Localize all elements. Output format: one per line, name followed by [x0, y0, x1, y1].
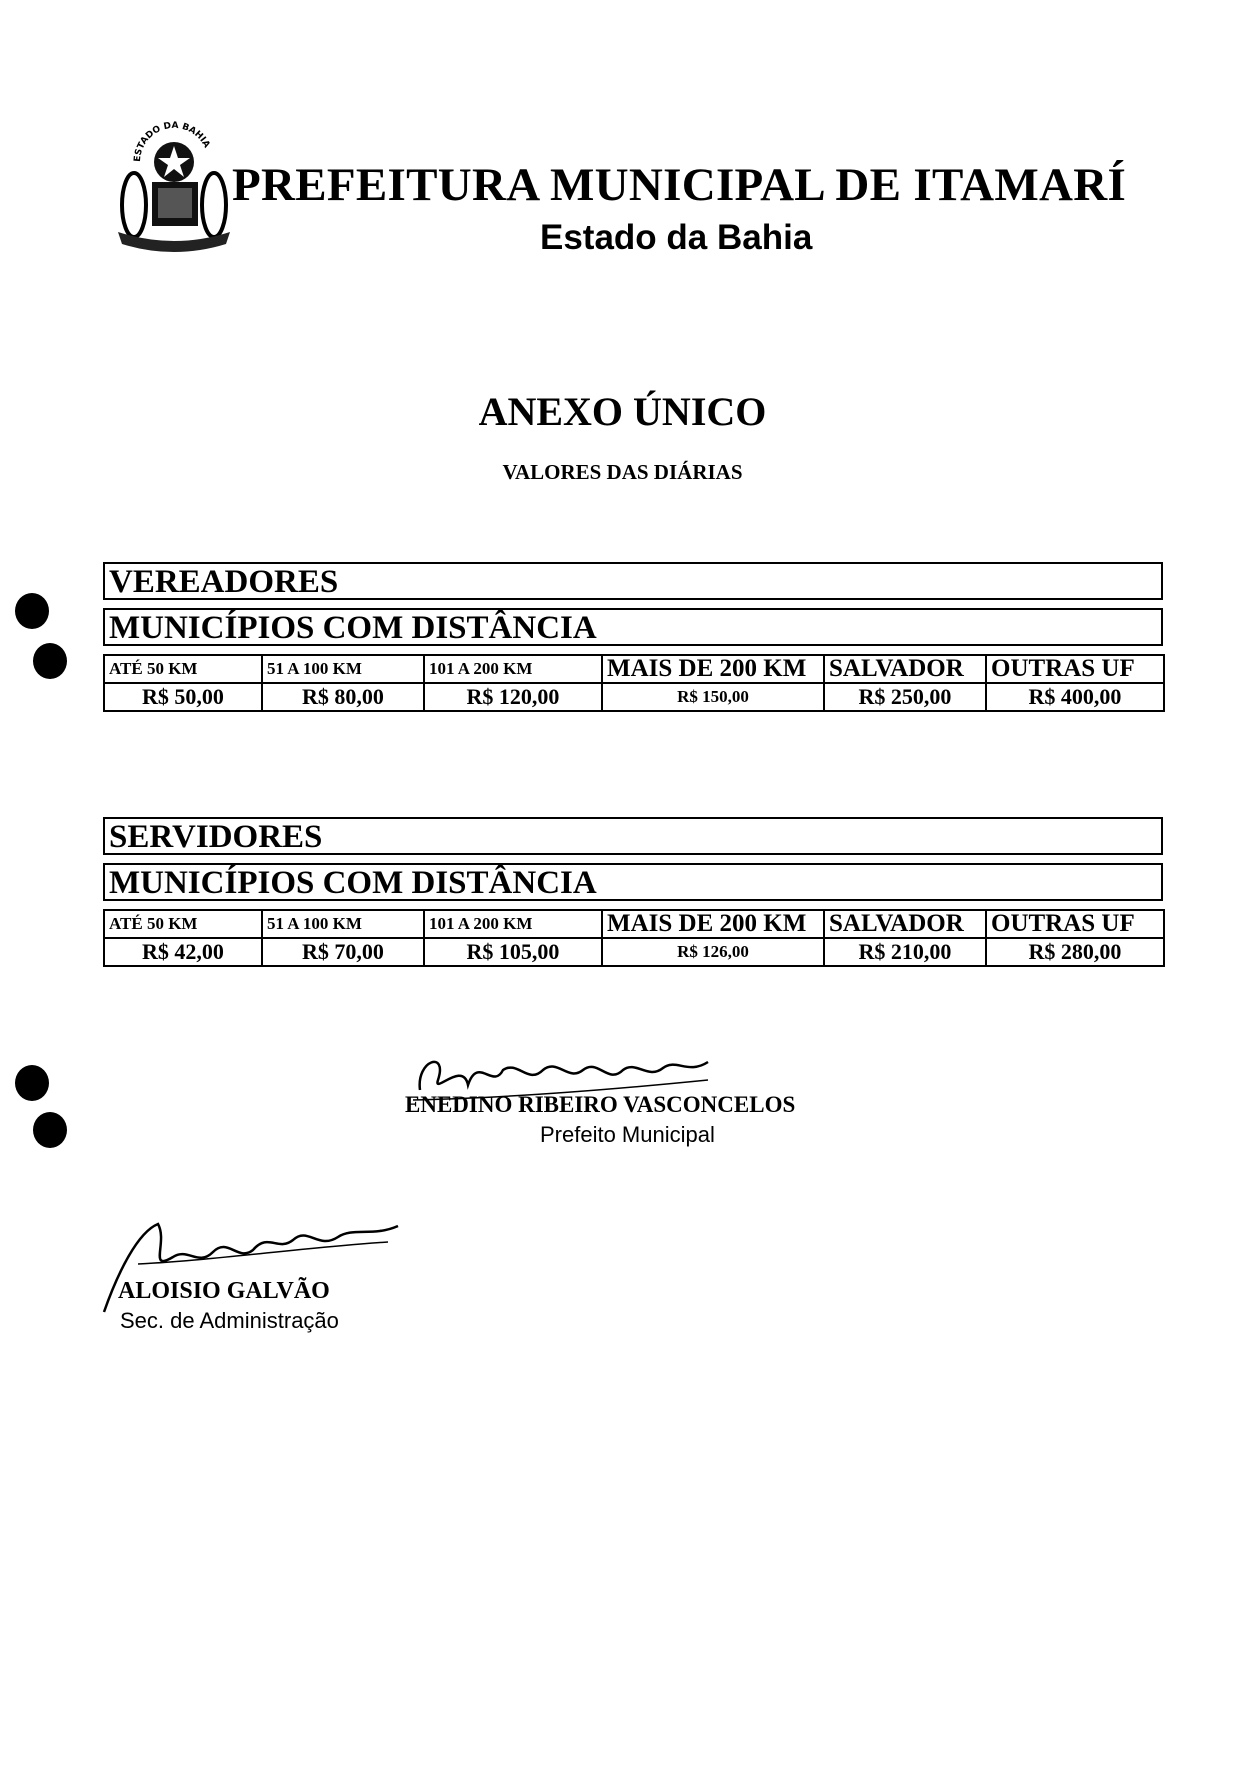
mayor-role: Prefeito Municipal	[540, 1122, 715, 1147]
header-cell: 101 A 200 KM	[424, 910, 602, 938]
header-cell: 51 A 100 KM	[262, 655, 424, 683]
servidores-table	[103, 817, 1163, 967]
value-cell: R$ 400,00	[986, 683, 1164, 711]
header-cell: MAIS DE 200 KM	[602, 910, 824, 938]
header-cell: OUTRAS UF	[986, 655, 1164, 683]
value-cell: R$ 126,00	[602, 938, 824, 966]
section-heading: SERVIDORES	[103, 817, 1163, 855]
header-cell: 101 A 200 KM	[424, 655, 602, 683]
header-cell: SALVADOR	[824, 655, 986, 683]
section-heading: VEREADORES	[103, 562, 1163, 600]
state-subtitle: Estado da Bahia	[540, 218, 813, 257]
value-cell: R$ 105,00	[424, 938, 602, 966]
table-row	[104, 683, 1164, 711]
secretary-signature-scribble	[98, 1212, 408, 1322]
table-row	[104, 938, 1164, 966]
value-cell: R$ 150,00	[602, 683, 824, 711]
vereadores-table	[103, 562, 1163, 712]
seal-text: ESTADO DA BAHIA	[132, 120, 212, 163]
table-header-row	[104, 910, 1164, 938]
punch-hole	[15, 1065, 49, 1101]
header-cell: ATÉ 50 KM	[104, 655, 262, 683]
subsection-heading: MUNICÍPIOS COM DISTÂNCIA	[103, 608, 1163, 646]
secretary-role: Sec. de Administração	[120, 1308, 339, 1333]
value-cell: R$ 70,00	[262, 938, 424, 966]
rates-table	[103, 909, 1165, 967]
value-cell: R$ 280,00	[986, 938, 1164, 966]
header-cell: SALVADOR	[824, 910, 986, 938]
value-cell: R$ 42,00	[104, 938, 262, 966]
header-cell: OUTRAS UF	[986, 910, 1164, 938]
header-cell: MAIS DE 200 KM	[602, 655, 824, 683]
subsection-heading: MUNICÍPIOS COM DISTÂNCIA	[103, 863, 1163, 901]
value-cell: R$ 120,00	[424, 683, 602, 711]
mayor-name: ENEDINO RIBEIRO VASCONCELOS	[405, 1092, 796, 1117]
rates-table	[103, 654, 1165, 712]
secretary-name: ALOISIO GALVÃO	[118, 1278, 330, 1304]
annex-title: ANEXO ÚNICO	[478, 389, 767, 434]
annex-subtitle: VALORES DAS DIÁRIAS	[502, 460, 743, 484]
header-cell: ATÉ 50 KM	[104, 910, 262, 938]
value-cell: R$ 80,00	[262, 683, 424, 711]
value-cell: R$ 250,00	[824, 683, 986, 711]
coat-of-arms-seal	[112, 110, 232, 260]
punch-hole	[33, 643, 67, 679]
punch-hole	[15, 593, 49, 629]
header-cell: 51 A 100 KM	[262, 910, 424, 938]
value-cell: R$ 50,00	[104, 683, 262, 711]
value-cell: R$ 210,00	[824, 938, 986, 966]
punch-hole	[33, 1112, 67, 1148]
table-header-row	[104, 655, 1164, 683]
municipality-title: PREFEITURA MUNICIPAL DE ITAMARÍ	[232, 159, 1127, 211]
